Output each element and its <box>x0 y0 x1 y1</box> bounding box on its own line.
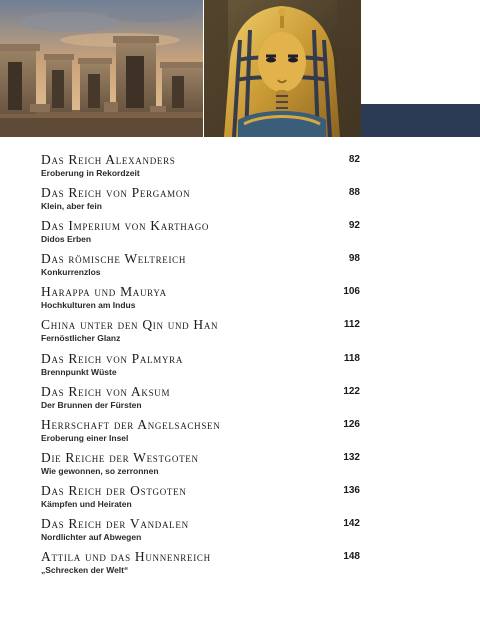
toc-entry-page-number: 112 <box>343 319 360 331</box>
toc-entry-subtitle: Nordlichter auf Abwegen <box>41 532 142 543</box>
toc-entry-page-number: 132 <box>343 451 360 463</box>
toc-entry[interactable] <box>41 218 360 251</box>
toc-entry-page-number: 82 <box>348 154 360 165</box>
navy-color-band <box>361 104 480 137</box>
toc-entry-title: Das Reich der Ostgoten <box>41 482 187 498</box>
toc-entry[interactable] <box>41 516 360 549</box>
toc-entry-page-number: 98 <box>348 253 360 265</box>
toc-entry-subtitle: Eroberung in Rekordzeit <box>41 168 140 178</box>
toc-entry-page-number: 122 <box>343 385 360 397</box>
toc-entry-page-number: 106 <box>343 286 360 298</box>
toc-entry-subtitle: Brennpunkt Wüste <box>41 366 117 377</box>
toc-entry-title: Attila und das Hunnenreich <box>41 549 211 565</box>
toc-entry[interactable] <box>41 317 360 350</box>
toc-entry-title: China unter den Qin und Han <box>41 317 219 333</box>
toc-entry-page-number: 136 <box>343 484 360 496</box>
toc-entry-title: Das Reich von Aksum <box>41 383 171 399</box>
toc-entry-subtitle: „Schrecken der Welt“ <box>41 565 129 576</box>
toc-entry[interactable] <box>41 450 360 483</box>
toc-entry-page-number: 92 <box>348 220 360 232</box>
toc-entry-title: Das Reich von Pergamon <box>41 185 191 201</box>
toc-entry-title: Das Reich Alexanders <box>41 152 176 167</box>
toc-entry-subtitle: Klein, aber fein <box>41 201 102 212</box>
toc-entry-title: Das Reich von Palmyra <box>41 350 184 366</box>
toc-entry-page-number: 118 <box>343 352 360 364</box>
toc-entry-subtitle: Konkurrenzlos <box>41 267 101 278</box>
toc-entry[interactable] <box>41 284 360 317</box>
toc-entry-page-number: 142 <box>343 518 360 530</box>
toc-entry-subtitle: Fernöstlicher Glanz <box>41 333 121 344</box>
toc-entry[interactable] <box>41 549 360 582</box>
toc-entry-title: Das Reich der Vandalen <box>41 516 189 532</box>
toc-entry-page-number: 126 <box>343 418 360 430</box>
toc-entry-subtitle: Kämpfen und Heiraten <box>41 498 132 509</box>
toc-entry-subtitle: Didos Erben <box>41 234 92 245</box>
toc-entry-subtitle: Eroberung einer Insel <box>41 432 129 443</box>
toc-entry[interactable] <box>41 152 360 185</box>
toc-entry-page-number: 148 <box>343 551 360 563</box>
toc-entry-title: Herrschaft der Angelsachsen <box>41 416 221 432</box>
table-of-contents <box>41 152 360 582</box>
toc-entry-subtitle: Wie gewonnen, so zerronnen <box>41 465 159 476</box>
toc-entry-title: Das römische Weltreich <box>41 251 187 267</box>
persepolis-ruins-photo <box>0 0 203 137</box>
toc-entry[interactable] <box>41 384 360 417</box>
toc-entry-subtitle: Hochkulturen am Indus <box>41 300 136 311</box>
tutankhamun-mask-photo <box>204 0 361 137</box>
toc-entry-page-number: 88 <box>348 187 360 199</box>
toc-entry-title: Die Reiche der Westgoten <box>41 449 199 465</box>
toc-entry[interactable] <box>41 351 360 384</box>
toc-entry-subtitle: Der Brunnen der Fürsten <box>41 399 142 410</box>
toc-entry[interactable] <box>41 483 360 516</box>
toc-entry-title: Das Imperium von Karthago <box>41 218 210 234</box>
toc-entry-title: Harappa und Maurya <box>41 284 167 300</box>
toc-entry[interactable] <box>41 185 360 218</box>
toc-entry[interactable] <box>41 417 360 450</box>
toc-entry[interactable] <box>41 251 360 284</box>
